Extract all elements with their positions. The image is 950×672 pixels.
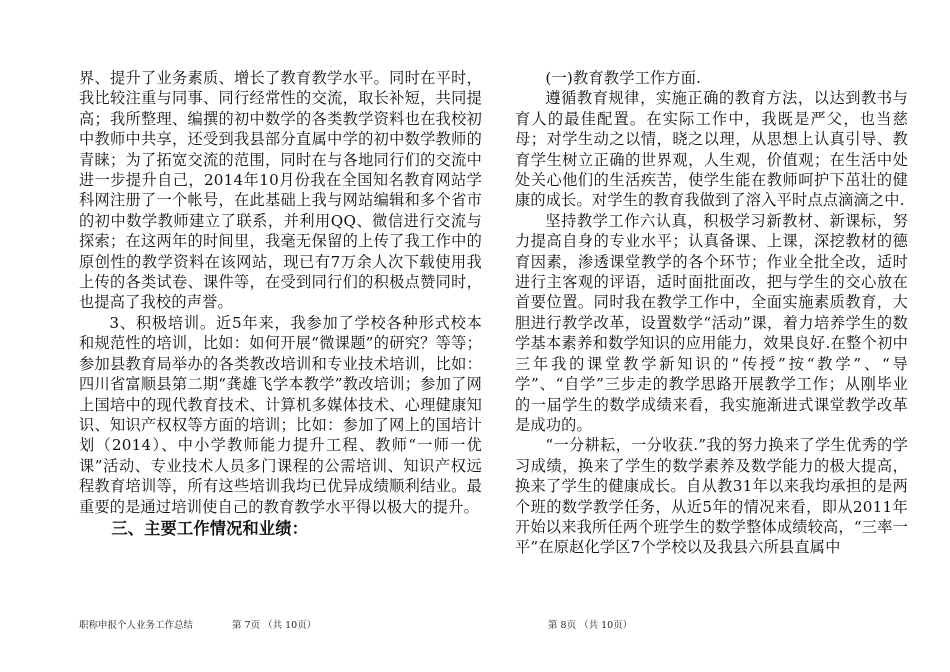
- section-title: (一)教育教学工作方面.: [545, 69, 702, 87]
- paragraph: 坚持教学工作六认真，积极学习新教材、新课标，努力提高自身的专业水平；认真备课、上课，深挖教材的德育因素，渗透课堂教学的各个环节；作业全批全改，适时进行主客观的评语，适时面批面改，把与学生的交心放在首要位置。同时我在教学工作中，全面实施素质教育，大胆进行教学改革，设置数学“活动”课，着力培养学生的数学基本素养和数学知识的应用能力，效果良好.在整个初中三年我的课堂教学新知识的“传授”按“教学”、“导学”、“自学”三步走的教学思路开展教学工作；从刚毕业的一届学生的数学成绩来看，我实施渐进式课堂教学改革是成功的。: [515, 211, 908, 434]
- paragraph: 3、积极培训。近5年来，我参加了学校各种形式校本和规范性的培训，比如：如何开展“微课题”的研究？等等；参加县教育局举办的各类教改培训和专业技术培训，比如：四川省富顺县第二期“龚雄飞学本教学”教改培训；参加了网上国培中的现代教育技术、计算机多媒体技术、心理健康知识、知识产权权等方面的培训；比如：参加了网上的国培计划（2014）、中小学教师能力提升工程、教师“一师一优课”活动、专业技术人员多门课程的公需培训、知识产权远程教育培训等，所有这些培训我均已优异成绩顺利结业。最重要的是通过培训使自己的教育教学水平得以极大的提升。: [79, 313, 482, 516]
- right-page-column: [515, 68, 908, 558]
- footer-page-number-left: 第 7页 （共 10页）: [232, 620, 317, 631]
- paragraph: 界、提升了业务素质、增长了教育教学水平。同时在平时，我比较注重与同事、同行经常性的交流，取长补短，共同提高；我所整理、编撰的初中数学的各类教学资料也在我校初中教师中共享，还受到我县部分直属中学的初中数学教师的青睐；为了拓宽交流的范围，同时在与各地同行们的交流中进一步提升自己，2014年10月份我在全国知名教育网站学科网注册了一个帐号，在此基础上我与网站编辑和多个省市的初中数学教师建立了联系，并利用QQ、微信进行交流与探索；在这两年的时间里，我毫无保留的上传了我工作中的原创性的教学资料在该网站，现已有7万余人次下载使用我上传的各类试卷、课件等，在受到同行们的积极点赞同时，也提高了我校的声誉。: [79, 69, 482, 312]
- footer-document-title: 职称申报个人业务工作总结: [79, 620, 194, 631]
- paragraph: 遵循教育规律，实施正确的教育方法，以达到教书与育人的最佳配置。在实际工作中，我既是严父，也当慈母；对学生动之以情，晓之以理，从思想上认真引导、教育学生树立正确的世界观，人生观，价值观；在生活中处处关心他们的生活疾苦，使学生能在教师呵护下茁壮的健康的成长。对学生的教育我做到了溶入平时点点滴滴之中.: [515, 89, 908, 210]
- footer-page-number-right: 第 8页 （共 10页）: [548, 620, 633, 631]
- left-page-column: [79, 68, 482, 539]
- section-heading: 三、主要工作情况和业绩：: [111, 518, 309, 538]
- paragraph: “一分耕耘，一分收获.”我的努力换来了学生优秀的学习成绩，换来了学生的数学素养及数学能力的极大提高，换来了学生的健康成长。自从教31年以来我均承担的是两个班的数学教学任务，从近5年的情况来看，即从2011年开始以来我所任两个班学生的数学整体成绩较高，“三率一平”在原赵化学区7个学校以及我县六所县直属中: [515, 436, 908, 557]
